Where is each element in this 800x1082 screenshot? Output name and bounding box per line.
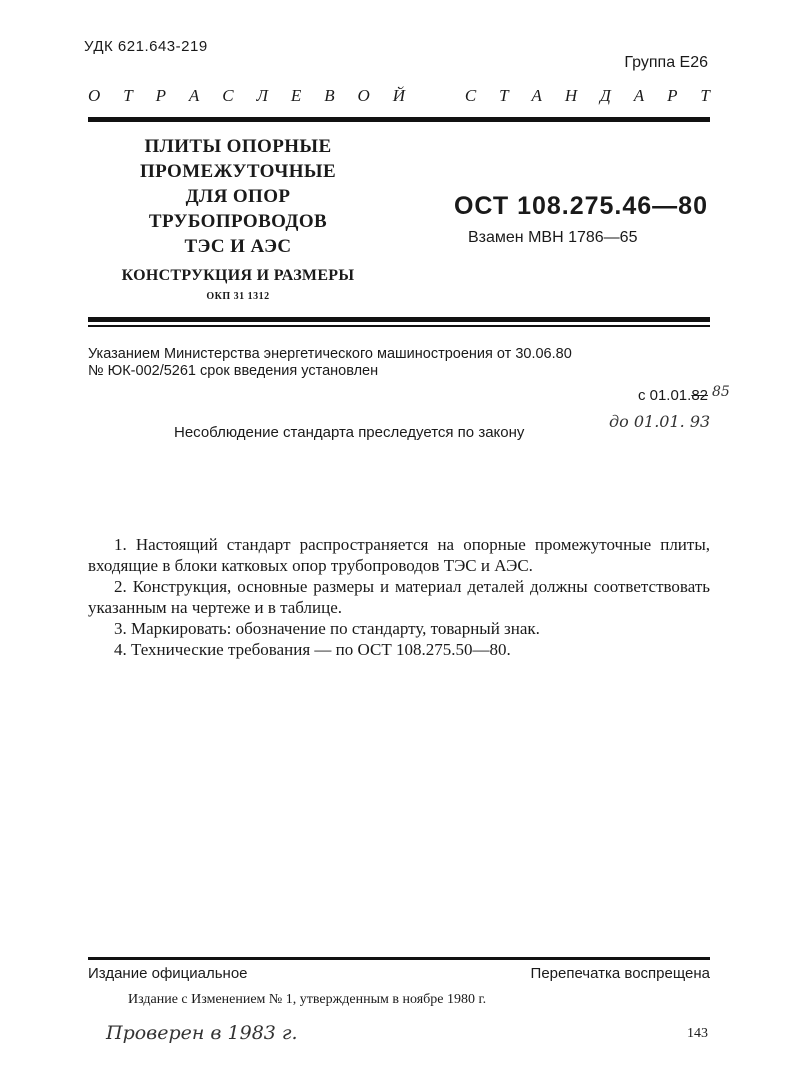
heading-letter: А: [188, 86, 200, 105]
title-rule-thin: [88, 325, 710, 327]
okp-code: ОКП 31 1312: [206, 291, 270, 302]
clause-paragraph: 4. Технические требования — по ОСТ 108.275.50—80.: [114, 640, 511, 659]
clause-paragraph: 2. Конструкция, основные размеры и материал деталей должны соответствовать указанным на чертеже и в таблице.: [88, 577, 710, 617]
heading-letter: Е: [290, 86, 302, 105]
heading-letter: Т: [499, 86, 509, 105]
page-number: 143: [687, 1026, 708, 1041]
title-line: ПЛИТЫ ОПОРНЫЕ: [144, 136, 332, 157]
heading-gap: [428, 86, 442, 106]
heading-letter: О: [357, 86, 370, 105]
title-line: ТЭС И АЭС: [184, 236, 292, 257]
effective-date-prefix: с 01.01.: [637, 387, 692, 404]
clause-paragraph: 1. Настоящий стандарт распространяется на опорные промежуточные плиты, входящие в блоки катковых опор трубопроводов ТЭС и АЭС.: [88, 535, 710, 575]
reprint-prohibited: Перепечатка воспрещена: [530, 965, 710, 982]
handwritten-extension: до 01.01. 93: [609, 412, 711, 431]
effective-date: [638, 387, 708, 404]
udk-code: УДК 621.643-219: [84, 38, 208, 55]
document-title: [110, 134, 366, 302]
heading-letter: Л: [256, 86, 268, 105]
title-line: ПРОМЕЖУТОЧНЫЕ: [139, 161, 337, 182]
effective-date-struck-year: 82: [691, 387, 708, 404]
heading-letter: Й: [392, 86, 406, 105]
heading-letter: Т: [123, 86, 133, 105]
heading-letter: Т: [700, 86, 710, 105]
amendment-note: Издание с Изменением № 1, утвержденным в ноябре 1980 г.: [128, 992, 487, 1007]
clause-paragraph: 3. Маркировать: обозначение по стандарту, товарный знак.: [114, 619, 540, 638]
heading-letter: В: [324, 86, 335, 105]
handwritten-checked-note: Проверен в 1983 г.: [106, 1022, 298, 1044]
group-code: Группа Е26: [624, 54, 708, 71]
industry-standard-heading: [88, 86, 710, 106]
heading-letter: Н: [564, 86, 578, 105]
official-edition: Издание официальное: [88, 965, 248, 982]
title-line: ДЛЯ ОПОР: [185, 186, 291, 207]
replaces-note: Взамен МВН 1786—65: [468, 229, 638, 246]
standard-code: ОСТ 108.275.46—80: [453, 192, 708, 220]
heading-letter: Р: [667, 86, 678, 105]
document-subtitle: КОНСТРУКЦИЯ И РАЗМЕРЫ: [121, 267, 355, 284]
heading-letter: С: [222, 86, 234, 105]
law-notice: Несоблюдение стандарта преследуется по закону: [174, 424, 525, 441]
footer-rule: [88, 957, 710, 960]
heading-letter: Р: [155, 86, 166, 105]
decree-line-2: № ЮК-002/5261 срок введения установлен: [88, 363, 379, 379]
heading-letter: С: [464, 86, 477, 105]
heading-letter: А: [633, 86, 645, 105]
heading-letter: Д: [600, 86, 611, 105]
handwritten-year: 85: [712, 384, 730, 400]
heading-letter: А: [531, 86, 542, 105]
title-rule: [88, 317, 710, 322]
clauses-section: [88, 534, 710, 660]
title-line: ТРУБОПРОВОДОВ: [148, 211, 328, 232]
decree-line-1: Указанием Министерства энергетического машиностроения от 30.06.80: [88, 346, 572, 362]
header-rule: [88, 117, 710, 122]
heading-letter: О: [88, 86, 101, 105]
